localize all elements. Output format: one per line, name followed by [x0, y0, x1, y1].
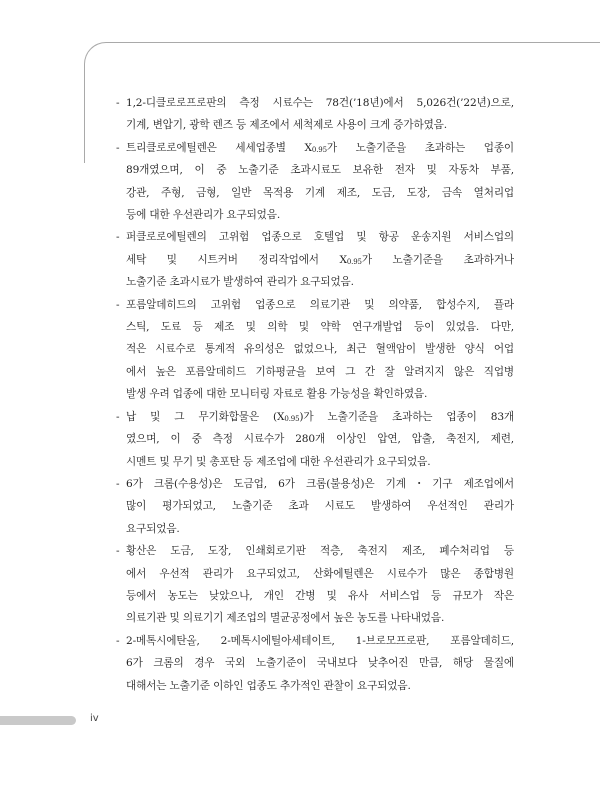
bullet-item: [116, 406, 514, 473]
bullet-line: 6가 크롬(수용성)은 도금업, 6가 크롬(불용성)은 기계・기구 제조업에서: [126, 477, 514, 490]
page-number: iv: [90, 713, 99, 724]
bullet-line: 2-메톡시에탄올, 2-메톡시에틸아세테이트, 1-브로모프로판, 포름알데히드,: [126, 634, 514, 647]
bullet-line: 1,2-디클로로프로판의 측정 시료수는 78건(’18년)에서 5,026건(’22년)으로,: [126, 97, 514, 109]
bullet-line: 노출기준 초과시료가 발생하여 관리가 요구되었음.: [126, 276, 354, 289]
bullet-line: 89개였으며, 이 중 노출기준 초과시료도 보유한 전자 및 자동차 부품,: [126, 164, 514, 177]
bullet-item: [116, 540, 514, 630]
bullet-line: 납 및 그 무기화합물은 $(X_{0.95})$가 노출기준을 초과하는 업종이 83개: [126, 410, 514, 423]
bullet-line: 기계, 변압기, 광학 렌즈 등 제조에서 세척제로 사용이 크게 증가하였음.: [126, 119, 447, 132]
bullet-item: [116, 630, 514, 697]
bullet-dash: -: [116, 545, 120, 558]
bullet-line: 요구되었음.: [126, 522, 180, 535]
bullet-line: 트리클로로에틸렌은 세세업종별 $X_{0.95}$가 노출기준을 초과하는 업종이: [126, 141, 514, 154]
bullet-line: 에서 우선적 관리가 요구되었고, 산화에틸렌은 시료수가 많은 종합병원: [126, 567, 514, 580]
bullet-line: 적은 시료수로 통계적 유의성은 없었으나, 최근 혈액암이 발생한 양식 어업: [126, 343, 514, 356]
bullet-dash: -: [116, 97, 120, 109]
bullet-dash: -: [116, 410, 120, 423]
document-body: [116, 92, 514, 697]
bullet-line: 시멘트 및 무기 및 총포탄 등 제조업에 대한 우선관리가 요구되었음.: [126, 455, 431, 468]
bullet-item: [116, 294, 514, 406]
bullet-item: [116, 92, 514, 137]
bullet-line: 에서 높은 포름알데히드 기하평균을 보여 그 간 잘 알려지지 않은 직업병: [126, 365, 514, 378]
bullet-line: 발생 우려 업종에 대한 모니터링 자료로 활용 가능성을 확인하였음.: [126, 388, 428, 401]
bullet-dash: -: [116, 231, 120, 244]
bullet-line: 등에서 농도는 낮았으나, 개인 간병 및 유사 서비스업 등 규모가 작은: [126, 589, 514, 602]
bullet-line: 등에 대한 우선관리가 요구되었음.: [126, 209, 281, 222]
bullet-line: 황산은 도금, 도장, 인쇄회로기판 적층, 축전지 제조, 폐수처리업 등: [126, 545, 514, 558]
bullet-line: 의료기관 및 의료기기 제조업의 멸균공정에서 높은 농도를 나타내었음.: [126, 612, 445, 625]
bullet-item: [116, 226, 514, 293]
bullet-line: 스틱, 도료 등 제조 및 의학 및 약학 연구개발업 등이 있었음. 다만,: [126, 321, 514, 334]
bullet-dash: -: [116, 141, 120, 154]
subscript: 0.95: [284, 414, 300, 423]
bullet-line: 많이 평가되었고, 노출기준 초과 시료도 발생하여 우선적인 관리가: [126, 500, 514, 513]
bullet-item: [116, 137, 514, 227]
footer-tab-bar: [0, 716, 76, 725]
bullet-line: 세탁 및 시트커버 정리작업에서 $X_{0.95}$가 노출기준을 초과하거나: [126, 253, 514, 266]
subscript: 0.95: [346, 257, 362, 266]
bullet-dash: -: [116, 298, 120, 311]
bullet-line: 강관, 주형, 금형, 일반 목적용 기계 제조, 도금, 도장, 금속 열처리업: [126, 186, 514, 199]
bullet-line: 포름알데히드의 고위험 업종으로 의료기관 및 의약품, 합성수지, 플라: [126, 298, 514, 311]
bullet-line: 6가 크롬의 경우 국외 노출기준이 국내보다 낮추어진 만큼, 해당 물질에: [126, 657, 514, 670]
bullet-dash: -: [116, 477, 120, 490]
bullet-dash: -: [116, 634, 120, 647]
bullet-item: [116, 473, 514, 540]
subscript: 0.95: [311, 145, 327, 154]
bullet-line: 퍼클로로에틸렌의 고위험 업종으로 호텔업 및 항공 운송지원 서비스업의: [126, 231, 514, 244]
bullet-line: 였으며, 이 중 측정 시료수가 280개 이상인 압연, 압출, 축전지, 제련,: [126, 433, 514, 446]
bullet-line: 대해서는 노출기준 이하인 업종도 추가적인 관찰이 요구되었음.: [126, 679, 411, 692]
